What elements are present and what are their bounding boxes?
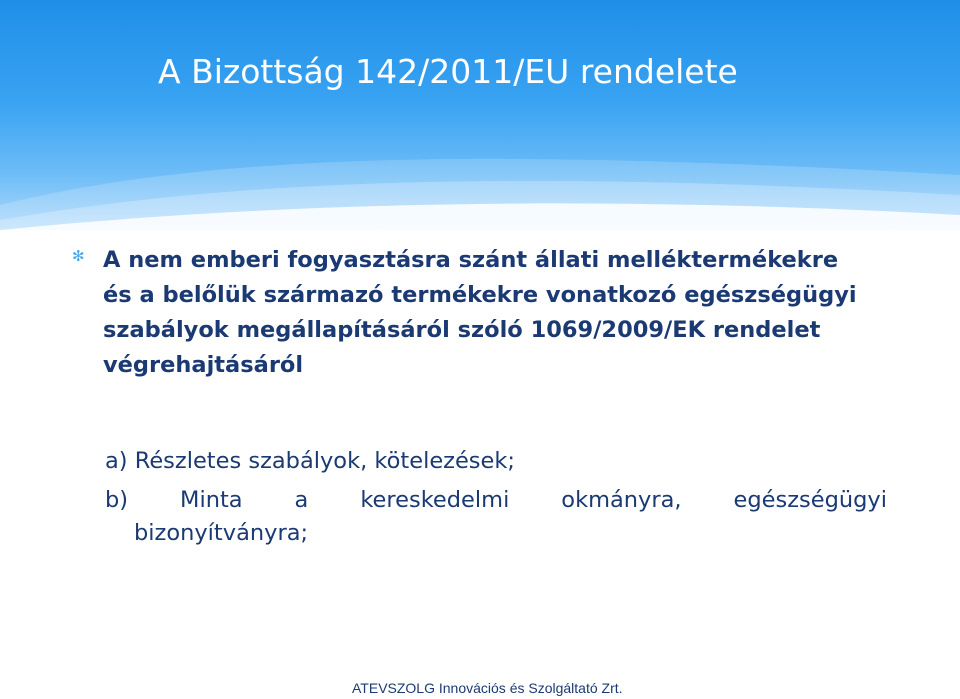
list-item-a: a) Részletes szabályok, kötelezések; <box>105 448 515 474</box>
header-banner <box>0 0 960 230</box>
list-item-b: b) Minta a kereskedelmi okmányra, egészségügyi <box>105 487 887 513</box>
asterisk-bullet-icon: ✻ <box>72 247 85 265</box>
footer-text: ATEVSZOLG Innovációs és Szolgáltató Zrt. <box>352 680 623 696</box>
slide-title: A Bizottság 142/2011/EU rendelete <box>158 52 738 91</box>
header-wave-decoration <box>0 0 960 230</box>
list-item-b-continuation: bizonyítványra; <box>134 520 309 546</box>
bullet-text: A nem emberi fogyasztásra szánt állati melléktermékekre és a belőlük származó termékekre vonatkozó egészségügyi szabályok megállapításáról szóló 1069/2009/EK rendelet végrehajtásáról <box>103 247 857 378</box>
